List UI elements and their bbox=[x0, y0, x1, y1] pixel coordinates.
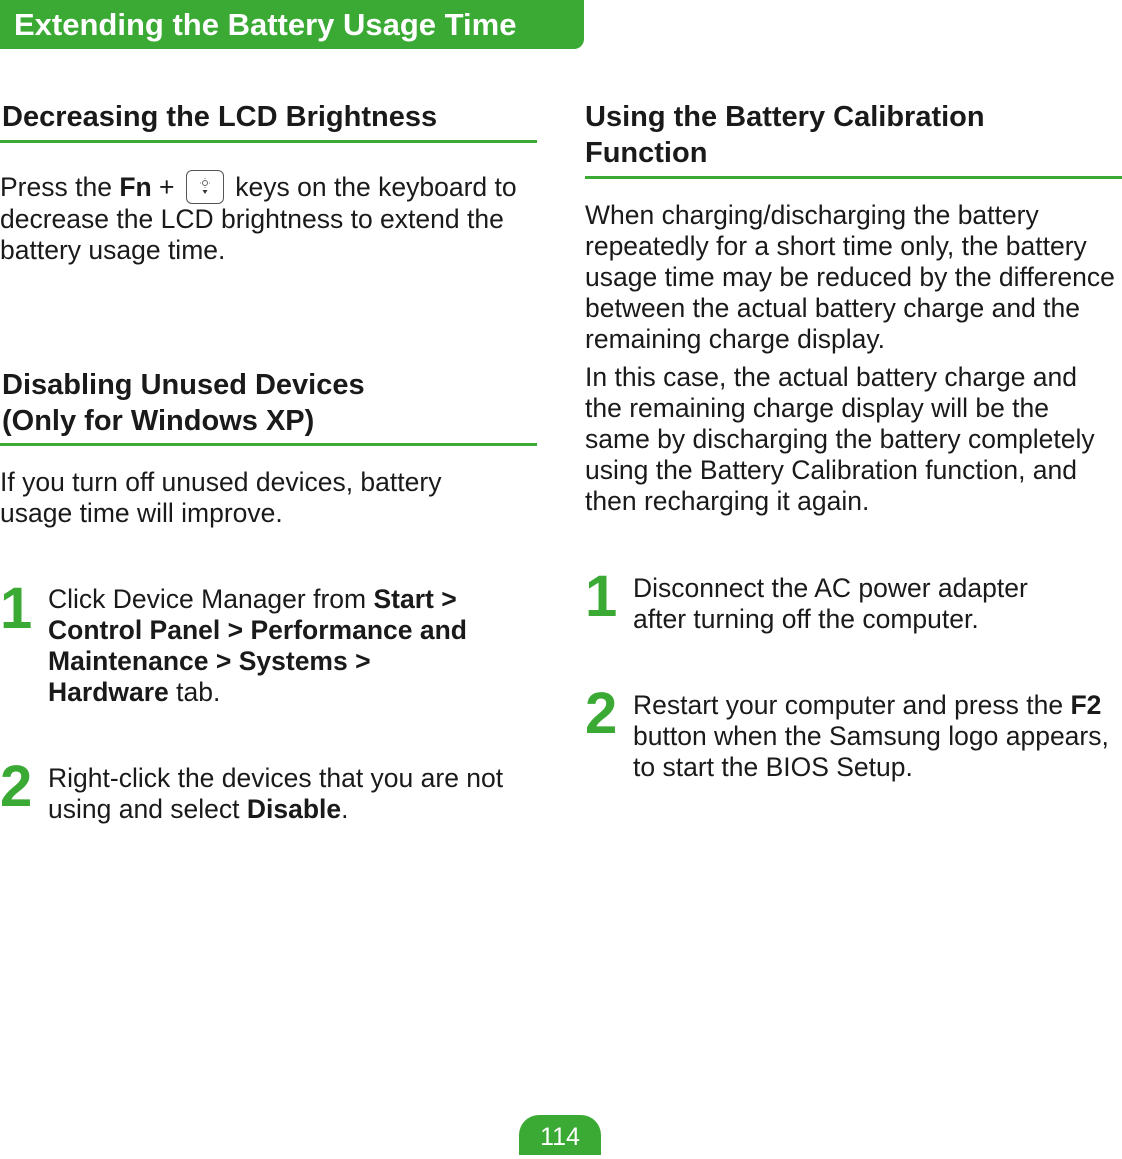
step-command: Disable bbox=[246, 794, 342, 824]
section-divider bbox=[585, 176, 1122, 179]
unused-devices-intro: If you turn off unused devices, battery usage time will improve. bbox=[0, 467, 442, 528]
para-text: to decrease the LCD brightness to extend the battery usage time. bbox=[0, 172, 517, 265]
step-number: 2 bbox=[585, 681, 618, 746]
section-divider bbox=[0, 443, 537, 446]
page-number: 114 bbox=[519, 1115, 601, 1155]
step-text-plain: . bbox=[341, 794, 349, 824]
step-text-plain: Restart your computer and press the bbox=[633, 690, 1071, 720]
step-text bbox=[633, 690, 1113, 783]
step-text bbox=[48, 763, 518, 825]
calibration-paragraph-2: In this case, the actual battery charge and the remaining charge display will be the same by discharging the battery completely using the Battery Calibration function, and then recharging it again. bbox=[585, 362, 1095, 516]
plus-sign: + bbox=[151, 172, 182, 202]
step-text-plain: Click Device Manager from bbox=[48, 584, 374, 614]
section-heading-battery-calibration bbox=[585, 99, 985, 171]
fn-key-label: Fn bbox=[119, 172, 152, 202]
step-text-plain: button when the Samsung logo appears, to start the BIOS Setup. bbox=[633, 721, 1109, 782]
section-heading-unused-devices bbox=[2, 367, 365, 439]
step-text: Disconnect the AC power adapter after turning off the computer. bbox=[633, 573, 1028, 634]
heading-line: (Only for Windows XP) bbox=[2, 405, 315, 437]
heading-line: Using the Battery Calibration bbox=[585, 101, 985, 133]
step-key-label: F2 bbox=[1070, 690, 1102, 720]
heading-line: Function bbox=[585, 137, 708, 169]
step-text-plain: tab. bbox=[168, 677, 221, 707]
section-heading-lcd-brightness: Decreasing the LCD Brightness bbox=[2, 101, 438, 133]
heading-line: Disabling Unused Devices bbox=[2, 369, 365, 401]
step-menu-path: Start > Control Panel > Performance and Maintenance > Systems > Hardware bbox=[48, 584, 467, 707]
step-number: 1 bbox=[0, 576, 33, 641]
step-text bbox=[48, 584, 488, 708]
para-text: keys on the keyboard bbox=[227, 172, 488, 202]
section-divider bbox=[0, 140, 537, 143]
page-title: Extending the Battery Usage Time bbox=[0, 0, 584, 49]
step-text-plain: Right-click the devices that you are not using and select bbox=[48, 763, 504, 824]
para-text: Press the bbox=[0, 172, 120, 202]
step-number: 2 bbox=[0, 754, 33, 819]
lcd-brightness-paragraph bbox=[0, 170, 540, 266]
calibration-paragraph-1: When charging/discharging the battery repeatedly for a short time only, the battery usage time may be reduced by the difference between the actual battery charge and the remaining charge display. bbox=[585, 200, 1115, 354]
step-number: 1 bbox=[585, 564, 618, 629]
brightness-down-icon bbox=[186, 170, 224, 204]
